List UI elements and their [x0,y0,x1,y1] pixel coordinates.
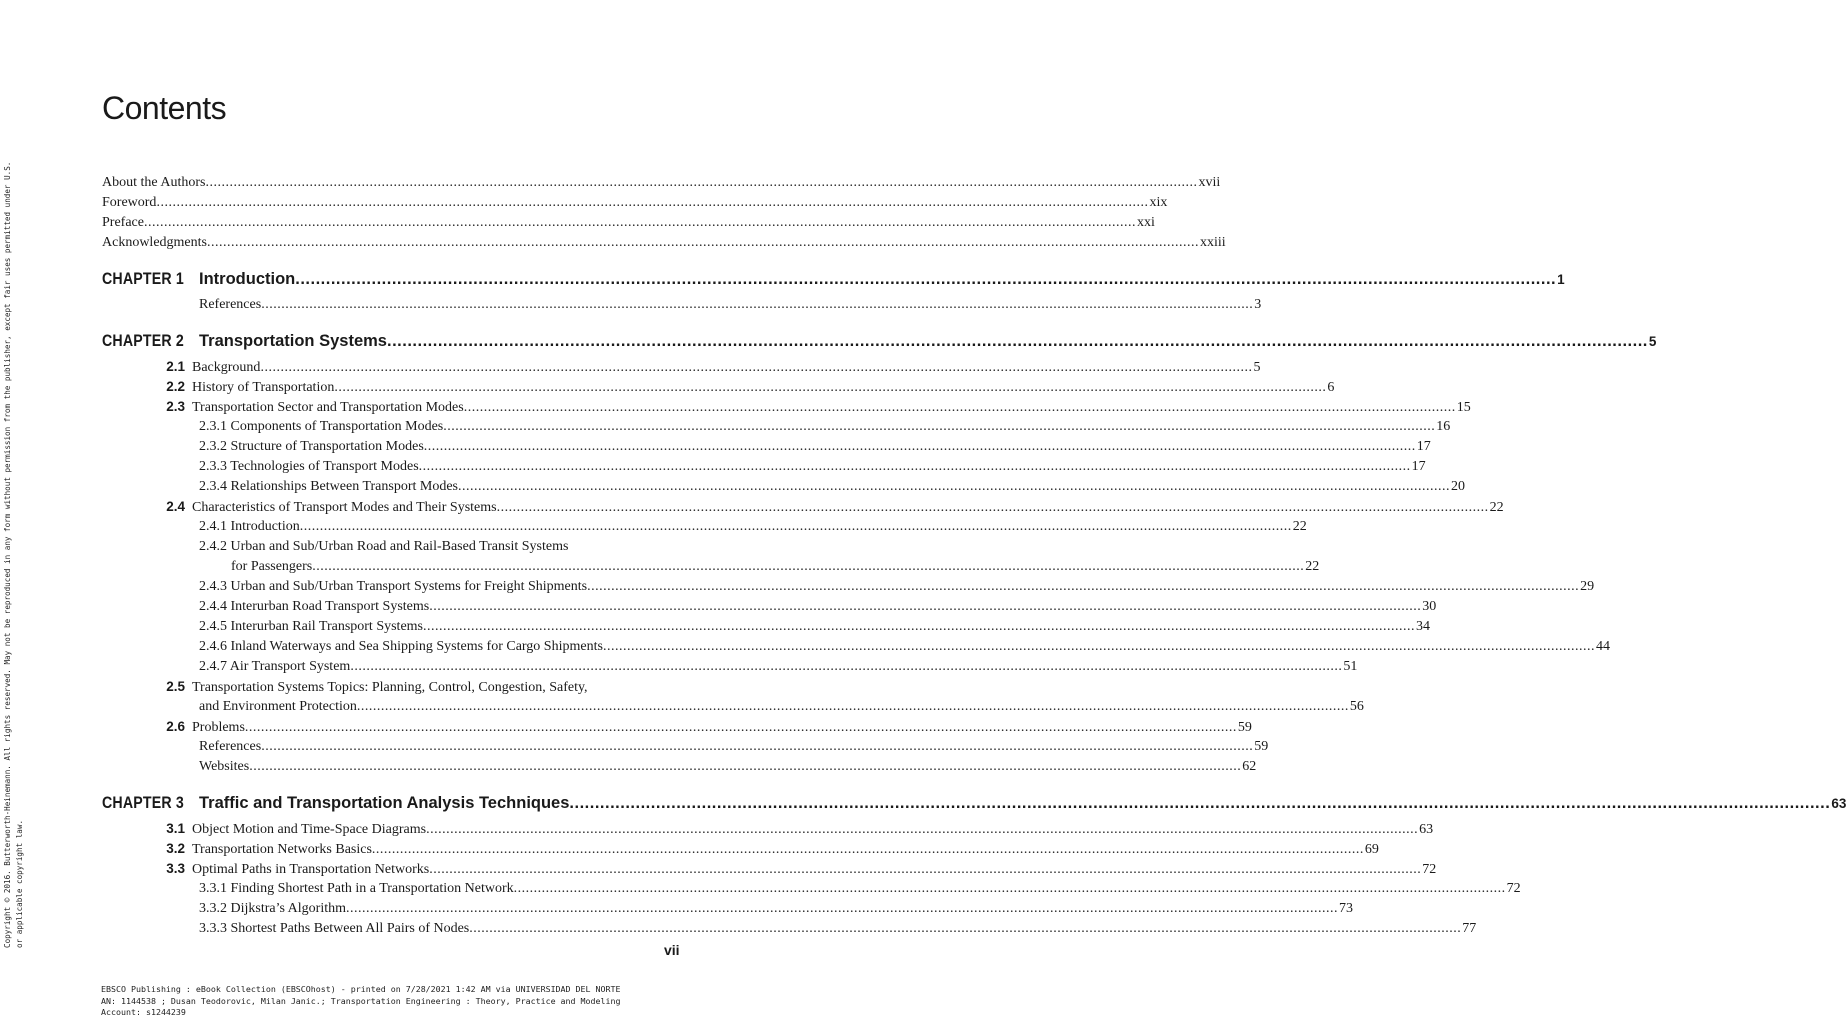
toc-entry-page: 17 [1416,439,1431,454]
toc-entry-page: 34 [1416,619,1430,634]
toc-entry-page: 20 [1451,479,1465,494]
subsection-entry[interactable] [102,459,1426,479]
copyright-line-2: or applicable copyright law. [15,819,24,948]
toc-entry-label: Characteristics of Transport Modes and Their Systems [192,500,497,515]
toc-entry-page: 3 [1254,297,1262,312]
toc-entry-page: 22 [1489,500,1504,515]
section-number: 3.2 [166,841,185,856]
chapter-page: 63 [1831,796,1846,811]
toc-entry-label: 3.3.1 Finding Shortest Path in a Transportation Network [199,881,514,896]
chapter-page: 5 [1648,334,1657,349]
toc-entry-label: 2.4.1 Introduction [199,519,300,534]
chapter-title: Introduction [199,270,296,288]
toc-entry-label: 3.3.3 Shortest Paths Between All Pairs of Nodes [199,921,470,936]
table-of-contents [102,175,1846,941]
leader-dots [423,619,1415,635]
leader-dots [156,195,1148,211]
subsection-entry[interactable] [102,659,1358,679]
toc-entry-label: 2.3.4 Relationships Between Transport Modes [199,479,458,494]
leader-dots [458,479,1450,495]
footer-line-2: AN: 1144538 ; Dusan Teodorovic, Milan Janic.; Transportation Engineering : Theory, Practice and Modeling [101,995,621,1006]
toc-entry-label: 2.3.2 Structure of Transportation Modes [199,439,424,454]
leader-dots [429,599,1421,615]
subsection-entry[interactable] [102,519,1307,539]
toc-entry-page: 59 [1254,739,1269,754]
toc-entry-label: Optimal Paths in Transportation Networks [192,862,430,877]
toc-entry-label: References [199,739,262,754]
leader-dots [300,519,1292,535]
copyright-line-1: Copyright © 2016. Butterworth-Heinemann. All rights reserved. May not be reproduced in any form without permission from the publisher, except fair uses permitted under U.S. [3,161,12,948]
toc-entry-page: 72 [1422,862,1437,877]
front-matter-list [102,175,1226,255]
toc-entry-page: 69 [1364,842,1379,857]
leader-dots [587,579,1579,595]
leader-dots [357,699,1349,715]
toc-entry-label: Transportation Networks Basics [192,842,372,857]
toc-entry-label: 2.4.7 Air Transport System [199,659,351,674]
leader-dots [260,360,1252,376]
toc-entry-page: 63 [1419,822,1434,837]
section-entry[interactable] [102,499,1504,519]
chapter-label: CHAPTER 2 [102,332,184,350]
leader-dots [514,881,1506,897]
toc-entry-page: 51 [1343,659,1358,674]
toc-entry-label: 2.3.1 Components of Transportation Modes [199,419,444,434]
toc-entry-page: 62 [1242,759,1257,774]
toc-entry-page: 16 [1436,419,1451,434]
section-entry[interactable] [102,719,1252,739]
chapter-label: CHAPTER 1 [102,270,184,288]
subsection-entry[interactable] [102,759,1257,779]
leader-dots [387,332,1648,351]
leader-dots [603,639,1595,655]
toc-entry-page: xxi [1136,215,1155,230]
chapter-heading[interactable] [102,332,1657,356]
toc-entry-label: Transportation Sector and Transportation Modes [192,400,464,415]
page-title: Contents [102,90,227,126]
section-number: 2.4 [166,499,185,514]
toc-entry-page: 73 [1339,901,1353,916]
section-entry[interactable] [102,861,1437,881]
toc-entry-page: 29 [1580,579,1595,594]
toc-entry-label: Preface [102,215,144,230]
toc-entry-page: 44 [1595,639,1610,654]
section-entry[interactable] [102,821,1434,841]
section-entry[interactable] [102,359,1261,379]
section-entry[interactable] [102,841,1379,861]
leader-dots [261,739,1253,755]
toc-entry-label: Background [192,360,261,375]
chapter-block [102,332,1657,779]
section-entry[interactable] [102,399,1471,419]
leader-dots [464,400,1456,416]
toc-entry-label: 2.4.4 Interurban Road Transport Systems [199,599,430,614]
toc-entry-page: 72 [1506,881,1521,896]
subsection-entry[interactable] [102,739,1269,759]
chapter-heading[interactable] [102,794,1846,818]
toc-entry-label: 2.4.6 Inland Waterways and Sea Shipping Systems for Cargo Shipments [199,639,603,654]
chapter-label: CHAPTER 3 [102,794,184,812]
leader-dots [261,297,1253,313]
chapter-list [102,270,1846,941]
toc-entry-label: 2.4.5 Interurban Rail Transport Systems [199,619,423,634]
leader-dots [443,419,1435,435]
section-number: 2.5 [166,679,185,694]
toc-entry-page: 77 [1462,921,1477,936]
leader-dots [334,380,1326,396]
leader-dots [205,175,1197,191]
subsection-entry[interactable] [102,479,1465,499]
toc-entry-label: Object Motion and Time-Space Diagrams [192,822,427,837]
chapter-title: Transportation Systems [199,332,387,350]
section-entry[interactable] [102,679,680,699]
section-number: 2.2 [166,379,185,394]
toc-entry-label: 2.4.2 Urban and Sub/Urban Road and Rail-Based Transit Systems [199,539,569,554]
footer-line-3: Account: s1244239 [101,1007,186,1017]
toc-entry-page: 15 [1456,400,1471,415]
toc-entry-label: 2.4.3 Urban and Sub/Urban Transport Systems for Freight Shipments [199,579,588,594]
chapter-block [102,794,1846,941]
leader-dots [350,659,1342,675]
toc-entry-about-authors[interactable] [102,175,1221,195]
chapter-page: 1 [1557,272,1565,287]
toc-entry-label: History of Transportation [192,380,335,395]
toc-entry-label: Acknowledgments [102,235,207,250]
toc-entry-label: Problems [192,720,245,735]
toc-entry-page: xix [1149,195,1168,210]
toc-entry-acknowledgments[interactable] [102,235,1226,255]
subsection-entry[interactable] [102,619,1430,639]
toc-entry-page: 56 [1349,699,1364,714]
section-number: 3.1 [166,821,185,836]
leader-dots [426,822,1418,838]
toc-entry-page: xxiii [1199,235,1226,250]
toc-entry-label: Foreword [102,195,157,210]
copyright-notice [2,68,26,948]
leader-dots [497,500,1489,516]
chapter-title: Traffic and Transportation Analysis Techniques [199,794,570,812]
subsection-entry[interactable] [102,559,1320,579]
leader-dots [346,901,1338,917]
subsection-entry[interactable] [102,699,1364,719]
section-entry[interactable] [102,379,1335,399]
toc-entry-foreword[interactable] [102,195,1168,215]
leader-dots [419,459,1411,475]
toc-entry-page: 17 [1411,459,1426,474]
toc-entry-page: xvii [1198,175,1221,190]
subsection-entry[interactable] [102,639,1610,659]
leader-dots [469,921,1461,937]
toc-entry-page: 30 [1422,599,1437,614]
leader-dots [424,439,1416,455]
toc-entry-label: 3.3.2 Dijkstra’s Algorithm [199,901,346,916]
subsection-entry[interactable] [102,539,680,559]
chapter-block [102,270,1565,317]
toc-entry-page: 5 [1253,360,1261,375]
section-number: 2.6 [166,719,185,734]
leader-dots [569,794,1830,813]
toc-entry-label: and Environment Protection [199,699,357,714]
leader-dots [249,759,1241,775]
chapter-heading[interactable] [102,270,1565,294]
section-number: 3.3 [166,861,185,876]
subsection-entry[interactable] [102,419,1451,439]
footer-line-1: EBSCO Publishing : eBook Collection (EBSCOhost) - printed on 7/28/2021 1:42 AM via UNIVERSIDAD DEL NORTE [101,984,621,994]
toc-entry-page: 59 [1237,720,1252,735]
toc-entry-preface[interactable] [102,215,1155,235]
section-number: 2.3 [166,399,185,414]
toc-entry-page: 22 [1292,519,1307,534]
page-number: vii [664,942,680,958]
toc-entry-label: Transportation Systems Topics: Planning, Control, Congestion, Safety, [192,680,588,695]
subsection-entry[interactable] [102,599,1437,619]
subsection-entry[interactable] [102,901,1353,921]
leader-dots [207,235,1199,251]
subsection-entry[interactable] [102,439,1431,459]
section-number: 2.1 [166,359,185,374]
leader-dots [429,862,1421,878]
subsection-entry[interactable] [102,921,1477,941]
subsection-entry[interactable] [102,881,1521,901]
subsection-entry[interactable] [102,579,1595,599]
leader-dots [295,270,1556,289]
ebsco-footer [101,984,621,1019]
toc-entry-label: Websites [199,759,250,774]
toc-entry-page: 6 [1327,380,1335,395]
toc-entry-page: 22 [1305,559,1320,574]
toc-entry-label: About the Authors [102,175,206,190]
leader-dots [144,215,1136,231]
leader-dots [245,720,1237,736]
toc-entry-label: for Passengers [231,559,313,574]
toc-entry-label: 2.3.3 Technologies of Transport Modes [199,459,419,474]
toc-entry-label: References [199,297,262,312]
subsection-entry[interactable] [102,297,1262,317]
leader-dots [312,559,1304,575]
leader-dots [372,842,1364,858]
